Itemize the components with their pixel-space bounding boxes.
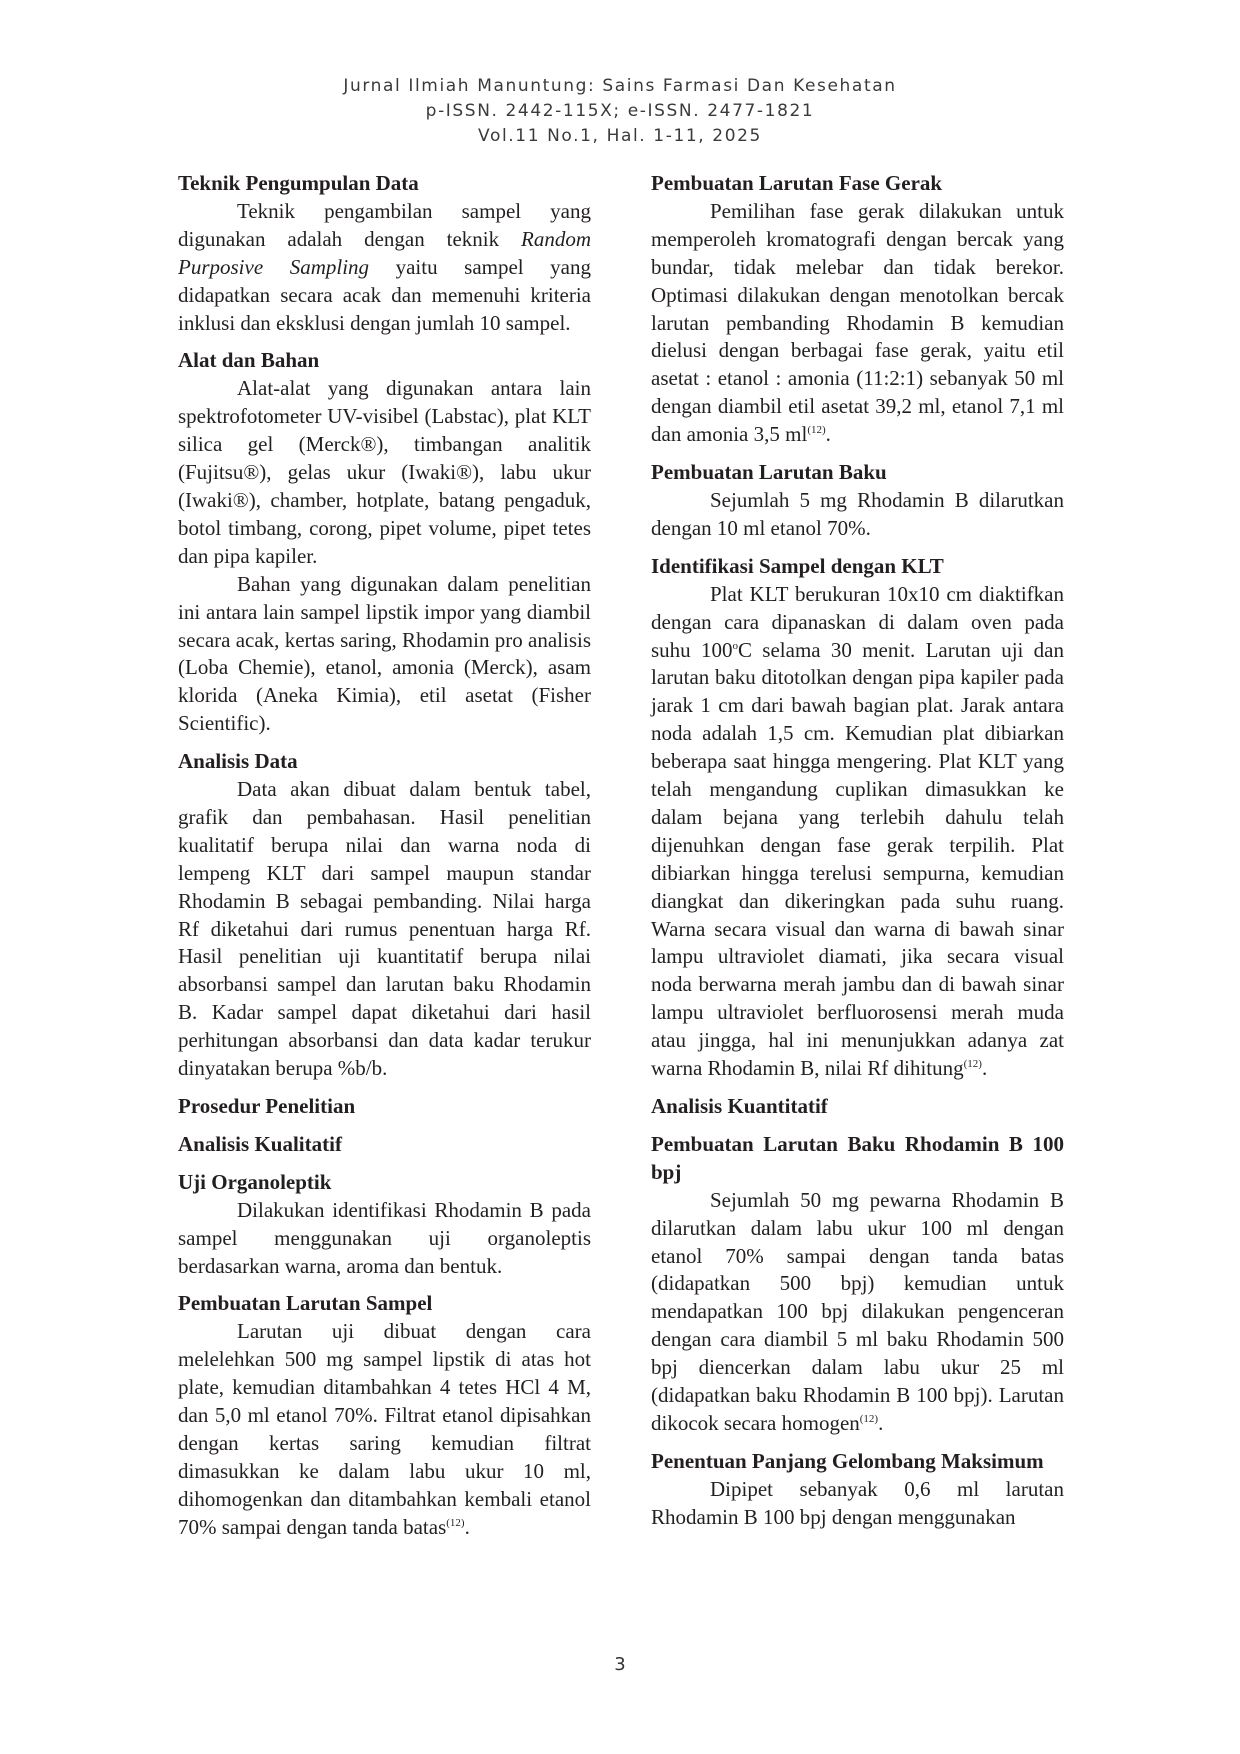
- heading-identifikasi-klt: Identifikasi Sampel dengan KLT: [651, 553, 944, 578]
- paragraph-fase-gerak: Pemilihan fase gerak dilakukan untuk memperoleh kromatografi dengan bercak yang bundar, tidak melebar dan tidak berekor. Optimasi dilakukan dengan menotolkan bercak larutan pembanding Rhodamin B kemudian dielusi dengan berbagai fase gerak, yaitu etil asetat : etanol : amonia (11:2:1) sebanyak 50 ml dengan diambil etil asetat 39,2 ml, etanol 7,1 ml dan amonia 3,5 $ml^{(12)}$.: [651, 198, 1064, 447]
- paragraph-klt: Plat KLT berukuran 10x10 cm diaktifkan dengan cara dipanaskan di dalam oven pada suhu 100$^o$C selama 30 menit. Larutan uji dan larutan baku ditotolkan dengan pipa kapiler pada jarak 1 cm dari bawah bagian plat. Jarak antara noda adalah 1,5 cm. Kemudian plat dibiarkan beberapa saat hingga mengering. Plat KLT yang telah mengandung cuplikan dimasukkan ke dalam bejana yang terlebih dahulu telah dijenuhkan dengan fase gerak terpilih. Plat dibiarkan hingga terelusi sempurna, kemudian diangkat dan dikeringkan pada suhu ruang. Warna secara visual dan warna di bawah sinar lampu ultraviolet diamati, jika secara visual noda berwarna merah jambu dan di bawah sinar lampu ultraviolet berfluorosensi merah muda atau jingga, hal ini menunjukkan adanya zat warna Rhodamin B, nilai Rf dihitung$^{(12)}$.: [651, 581, 1064, 1081]
- heading-analisis-kuantitatif: Analisis Kuantitatif: [651, 1094, 828, 1118]
- paragraph-alat: Alat-alat yang digunakan antara lain spektrofotometer UV-visibel (Labstac), plat KLT silica gel (Merck®), timbangan analitik (Fujitsu®), gelas ukur (Iwaki®), labu ukur (Iwaki®), chamber, hotplate, batang pengaduk, botol timbang, corong, pipet volume, pipet tetes dan pipa kapiler.: [178, 376, 591, 568]
- italic-term: Random Purposive Sampling: [178, 226, 591, 279]
- citation: (12): [446, 1516, 465, 1529]
- heading-larutan-baku: Pembuatan Larutan Baku: [651, 460, 887, 485]
- citation: (12): [807, 424, 826, 437]
- paragraph-analisis-data: Data akan dibuat dalam bentuk tabel, grafik dan pembahasan. Hasil penelitian kualitatif berupa nilai dan warna noda di lempeng KLT dari sampel maupun standar Rhodamin B sebagai pembanding. Nilai harga Rf diketahui dari rumus penentuan harga Rf. Hasil penelitian uji kuantitatif berupa nilai absorbansi sampel dan larutan baku Rhodamin B. Kadar sampel dapat diketahui dari hasil perhitungan absorbansi dan data kadar terukur dinyatakan berupa %b/b.: [178, 777, 591, 1081]
- heading-analisis-data: Analisis Data: [178, 749, 298, 774]
- heading-analisis-kualitatif: Analisis Kualitatif: [178, 1131, 342, 1156]
- paragraph-larutan-baku: Sejumlah 5 mg Rhodamin B dilarutkan dengan 10 ml etanol 70%.: [651, 487, 1064, 540]
- left-column: [178, 170, 591, 1542]
- citation: (12): [963, 1058, 982, 1071]
- heading-fase-gerak: Pembuatan Larutan Fase Gerak: [651, 171, 943, 195]
- heading-uji-organoleptik: Uji Organoleptik: [178, 1169, 332, 1194]
- page-number: 3: [614, 1654, 626, 1675]
- issn-line: p-ISSN. 2442-115X; e-ISSN. 2477-1821: [425, 101, 815, 121]
- degree-mark: o: [732, 639, 738, 652]
- paragraph-panjang-gelombang: Dipipet sebanyak 0,6 ml larutan Rhodamin B 100 bpj dengan menggunakan: [651, 1476, 1064, 1529]
- volume-line: Vol.11 No.1, Hal. 1-11, 2025: [478, 126, 762, 146]
- paragraph-baku-100-bpj: Sejumlah 50 mg pewarna Rhodamin B dilarutkan dalam labu ukur 100 ml dengan etanol 70% sampai dengan tanda batas (didapatkan 500 bpj) kemudian untuk mendapatkan 100 bpj dilakukan pengenceran dengan cara diambil 5 ml baku Rhodamin 500 bpj diencerkan dalam labu ukur 25 ml (didapatkan baku Rhodamin B 100 bpj). Larutan dikocok secara homogen$^{(12)}$.: [651, 1187, 1064, 1435]
- heading-larutan-sampel: Pembuatan Larutan Sampel: [178, 1291, 433, 1316]
- heading-alat-dan-bahan: Alat dan Bahan: [178, 348, 320, 373]
- paragraph-bahan: Bahan yang digunakan dalam penelitian ini antara lain sampel lipstik impor yang diambil secara acak, kertas saring, Rhodamin pro analisis (Loba Chemie), etanol, amonia (Merck), asam klorida (Aneka Kimia), etil asetat (Fisher Scientific).: [178, 571, 591, 736]
- heading-prosedur-penelitian: Prosedur Penelitian: [178, 1094, 356, 1118]
- paragraph-teknik: Teknik pengambilan sampel yang digunakan adalah dengan teknik Random Purposive Sampling yaitu sampel yang didapatkan secara acak dan memenuhi kriteria inklusi dan eksklusi dengan jumlah 10 sampel.: [178, 198, 592, 335]
- journal-title: Jurnal Ilmiah Manuntung: Sains Farmasi Dan Kesehatan: [343, 76, 897, 96]
- heading-baku-100-bpj: Pembuatan Larutan Baku Rhodamin B 100 bpj: [651, 1131, 1064, 1184]
- running-header: [0, 74, 1240, 149]
- paragraph-larutan-sampel: Larutan uji dibuat dengan cara melelehkan 500 mg sampel lipstik di atas hot plate, kemudian ditambahkan 4 tetes HCl 4 M, dan 5,0 ml etanol 70%. Filtrat etanol dipisahkan dengan kertas saring kemudian filtrat dimasukkan ke dalam labu ukur 10 ml, dihomogenkan dan ditambahkan kembali etanol 70% sampai dengan tanda batas$^{(12)}$.: [178, 1319, 591, 1539]
- right-column: [651, 170, 1064, 1532]
- paragraph-organoleptik: Dilakukan identifikasi Rhodamin B pada sampel menggunakan uji organoleptis berdasarkan warna, aroma dan bentuk.: [178, 1197, 591, 1278]
- heading-teknik-pengumpulan-data: Teknik Pengumpulan Data: [178, 171, 419, 195]
- citation: (12): [859, 1412, 879, 1425]
- heading-panjang-gelombang: Penentuan Panjang Gelombang Maksimum: [651, 1448, 1044, 1473]
